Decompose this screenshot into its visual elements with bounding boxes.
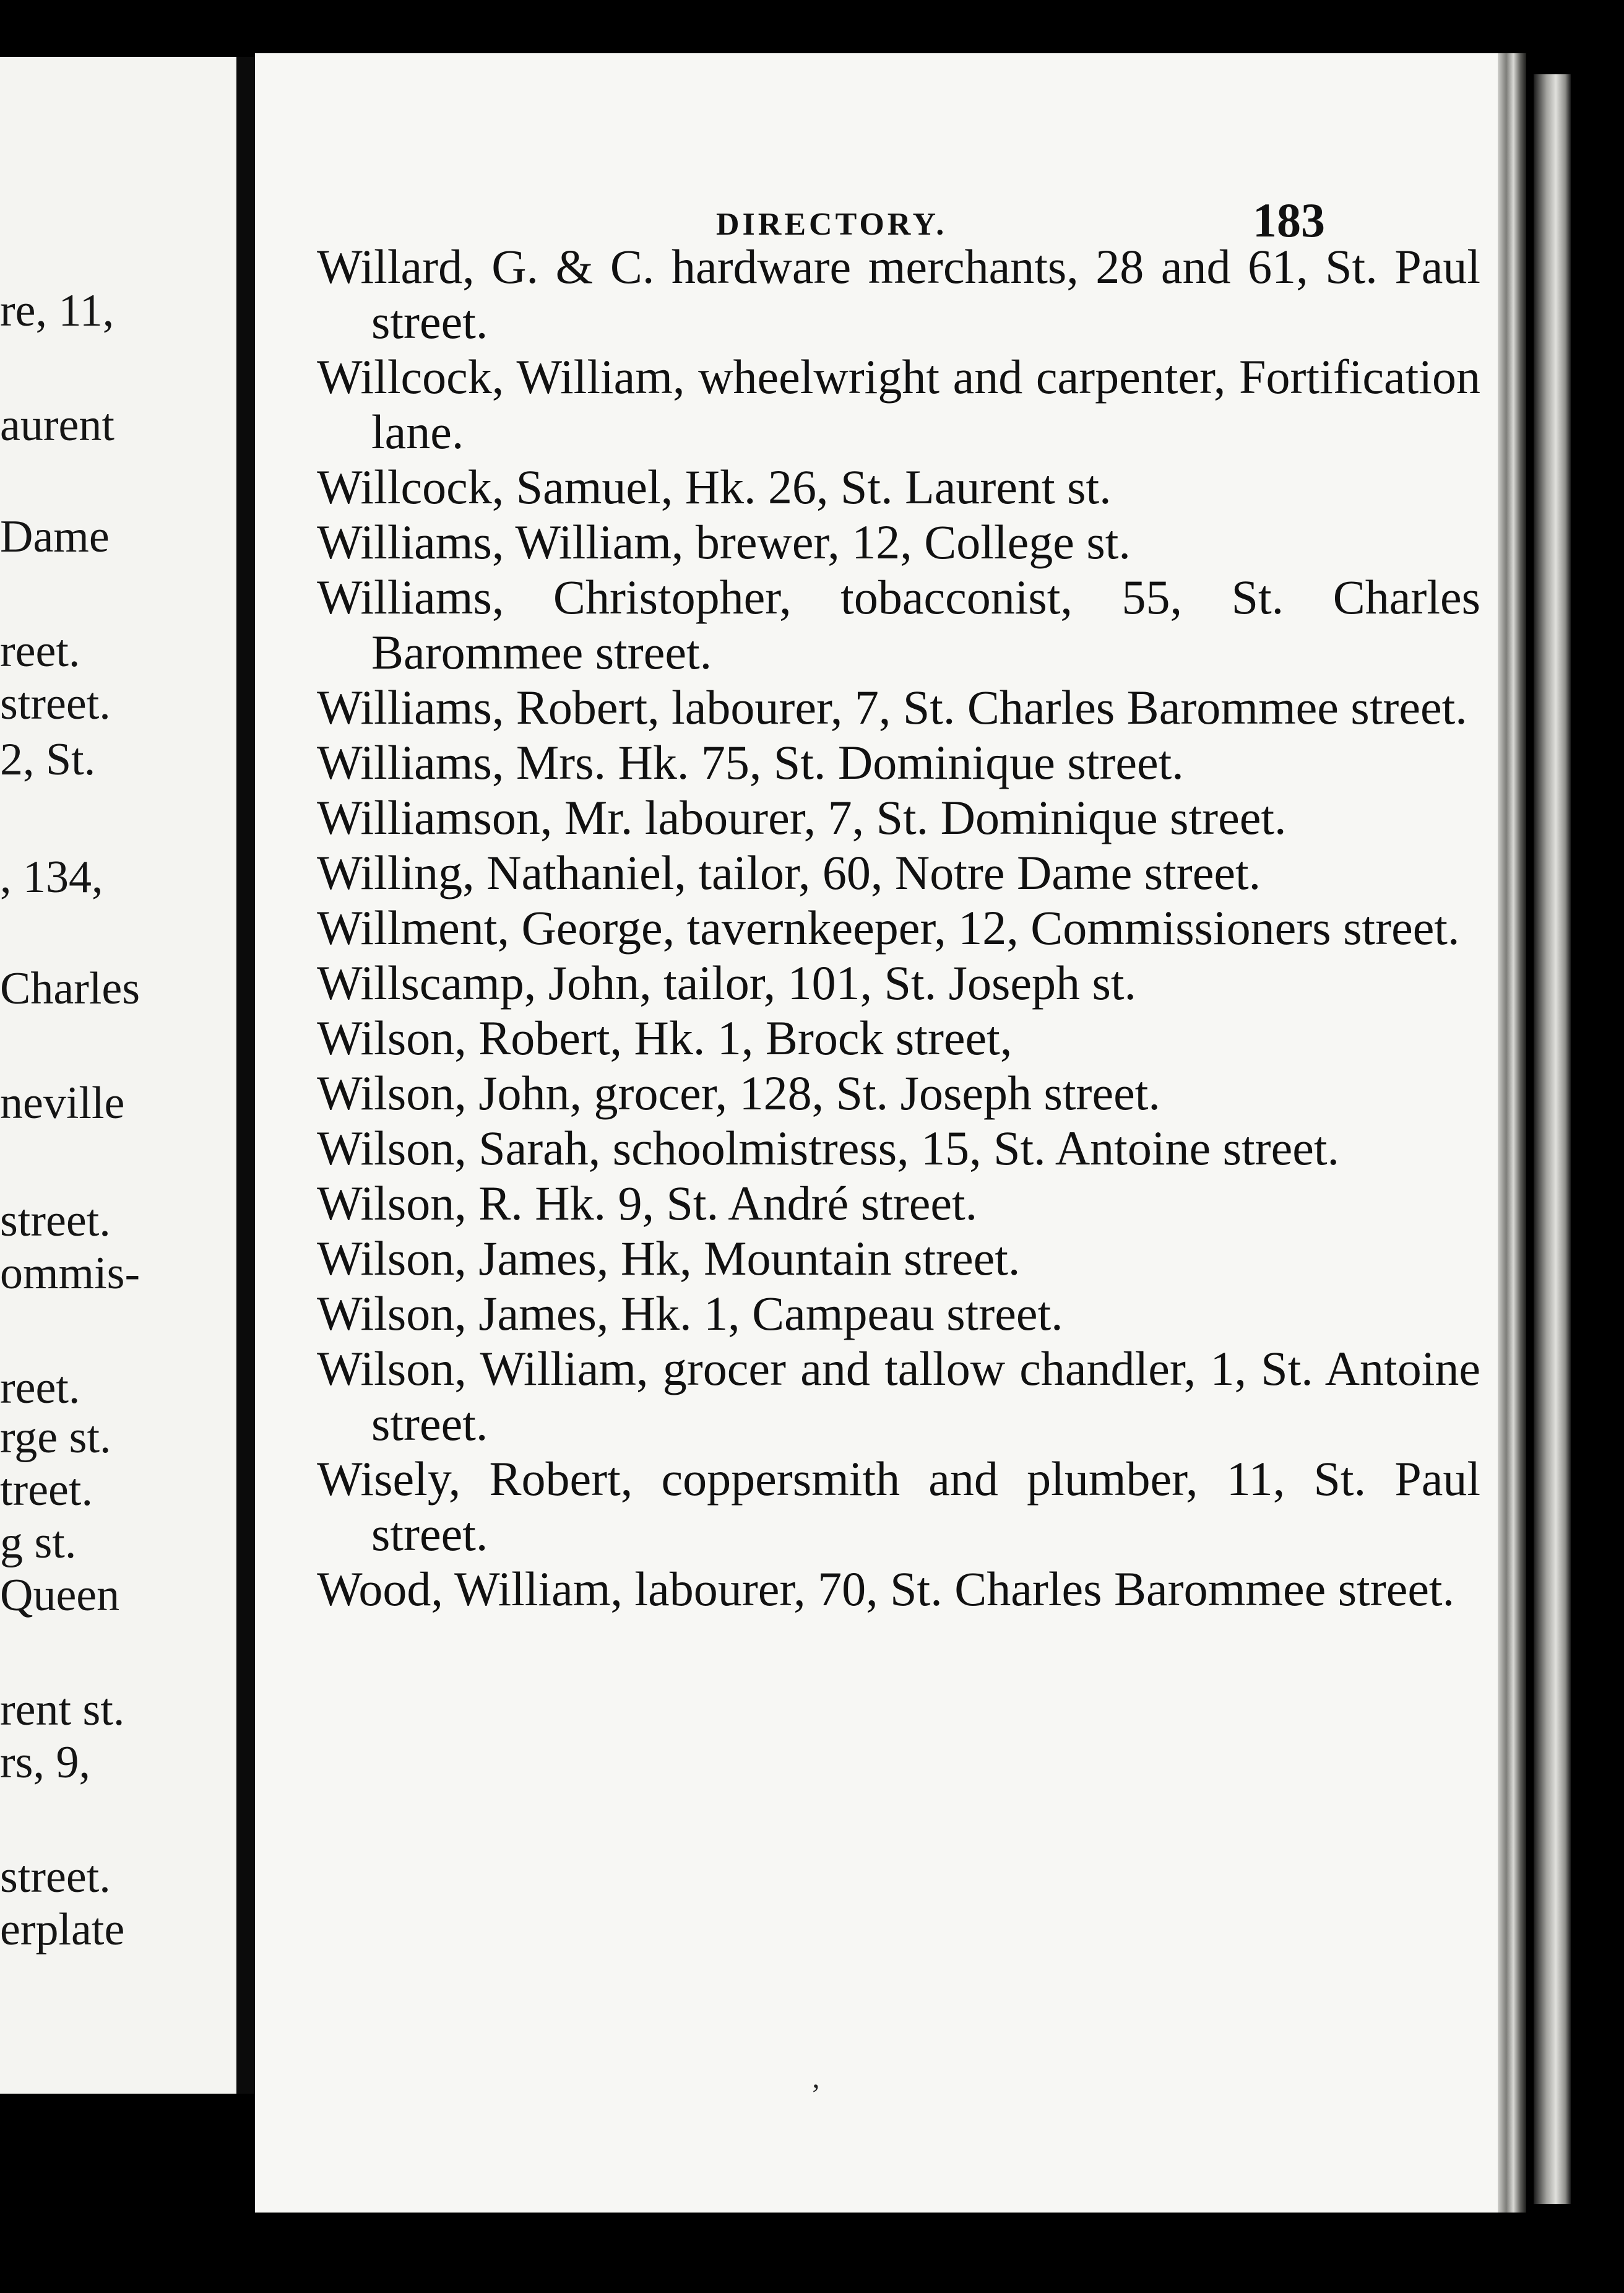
directory-entry: Wilson, James, Hk, Mountain street. [317,1231,1021,1285]
directory-entry: Willard, G. & C. hardware merchants, 28 and 61, St. Paul street. [317,240,1480,349]
facing-page-line: erplate [0,1905,125,1954]
directory-entry: Wilson, John, grocer, 128, St. Joseph street. [317,1066,1160,1120]
directory-entry: Willcock, Samuel, Hk. 26, St. Laurent st. [317,460,1112,514]
facing-page-fragment [0,57,239,2094]
directory-entry: Williams, Mrs. Hk. 75, St. Dominique street. [317,735,1184,789]
directory-entry: Wilson, R. Hk. 9, St. André street. [317,1176,978,1230]
directory-entry: Willing, Nathaniel, tailor, 60, Notre Dame street. [317,846,1261,899]
facing-page-line: 2, St. [0,735,96,784]
directory-entry: Wisely, Robert, coppersmith and plumber, 11, St. Paul street. [317,1452,1480,1561]
facing-page-line: neville [0,1078,125,1128]
directory-page [255,53,1500,2213]
directory-entry: Williams, Robert, labourer, 7, St. Charles Barommee street. [317,680,1467,734]
facing-page-line: g st. [0,1518,77,1567]
directory-entry: Wood, William, labourer, 70, St. Charles Barommee street. [317,1562,1455,1616]
facing-page-line: street. [0,1852,111,1902]
facing-page-line: rge st. [0,1413,111,1462]
directory-entry: Williamson, Mr. labourer, 7, St. Dominique street. [317,791,1287,844]
gutter [236,57,255,2094]
facing-page-line: rs, 9, [0,1738,90,1787]
directory-entry: Wilson, Robert, Hk. 1, Brock street, [317,1011,1013,1065]
facing-page-line: re, 11, [0,286,114,336]
facing-page-line: rent st. [0,1685,125,1735]
facing-page-line: street. [0,1196,111,1246]
facing-page-line: ommis- [0,1249,140,1298]
facing-page-line: Dame [0,512,110,561]
directory-entry: Williams, William, brewer, 12, College st. [317,515,1131,569]
page-header [255,162,1500,247]
book-edge [1534,74,1571,2204]
facing-page-line: aurent [0,401,114,450]
page-edge [1498,53,1526,2213]
facing-page-line: Queen [0,1571,120,1620]
directory-entry: Wilson, Sarah, schoolmistress, 15, St. Antoine street. [317,1121,1340,1175]
facing-page-line: Charles [0,964,140,1013]
directory-entries [317,239,1480,1616]
directory-entry: Willment, George, tavernkeeper, 12, Commissioners street. [317,901,1460,955]
directory-entry: Williams, Christopher, tobacconist, 55, St. Charles Barommee street. [317,570,1480,679]
directory-entry: Wilson, William, grocer and tallow chandler, 1, St. Antoine street. [317,1342,1480,1450]
facing-page-line: reet. [0,1363,80,1413]
page-number: 183 [1253,193,1325,247]
facing-page-line: , 134, [0,852,103,902]
facing-page-line: street. [0,679,111,729]
facing-page-line: reet. [0,626,80,676]
directory-entry: Willscamp, John, tailor, 101, St. Joseph st. [317,956,1137,1010]
ink-mark: ’ [811,2078,821,2111]
directory-entry: Willcock, William, wheelwright and carpenter, Fortification lane. [317,350,1480,459]
directory-entry: Wilson, James, Hk. 1, Campeau street. [317,1286,1063,1340]
facing-page-line: treet. [0,1465,93,1515]
running-head: DIRECTORY. [716,207,948,242]
